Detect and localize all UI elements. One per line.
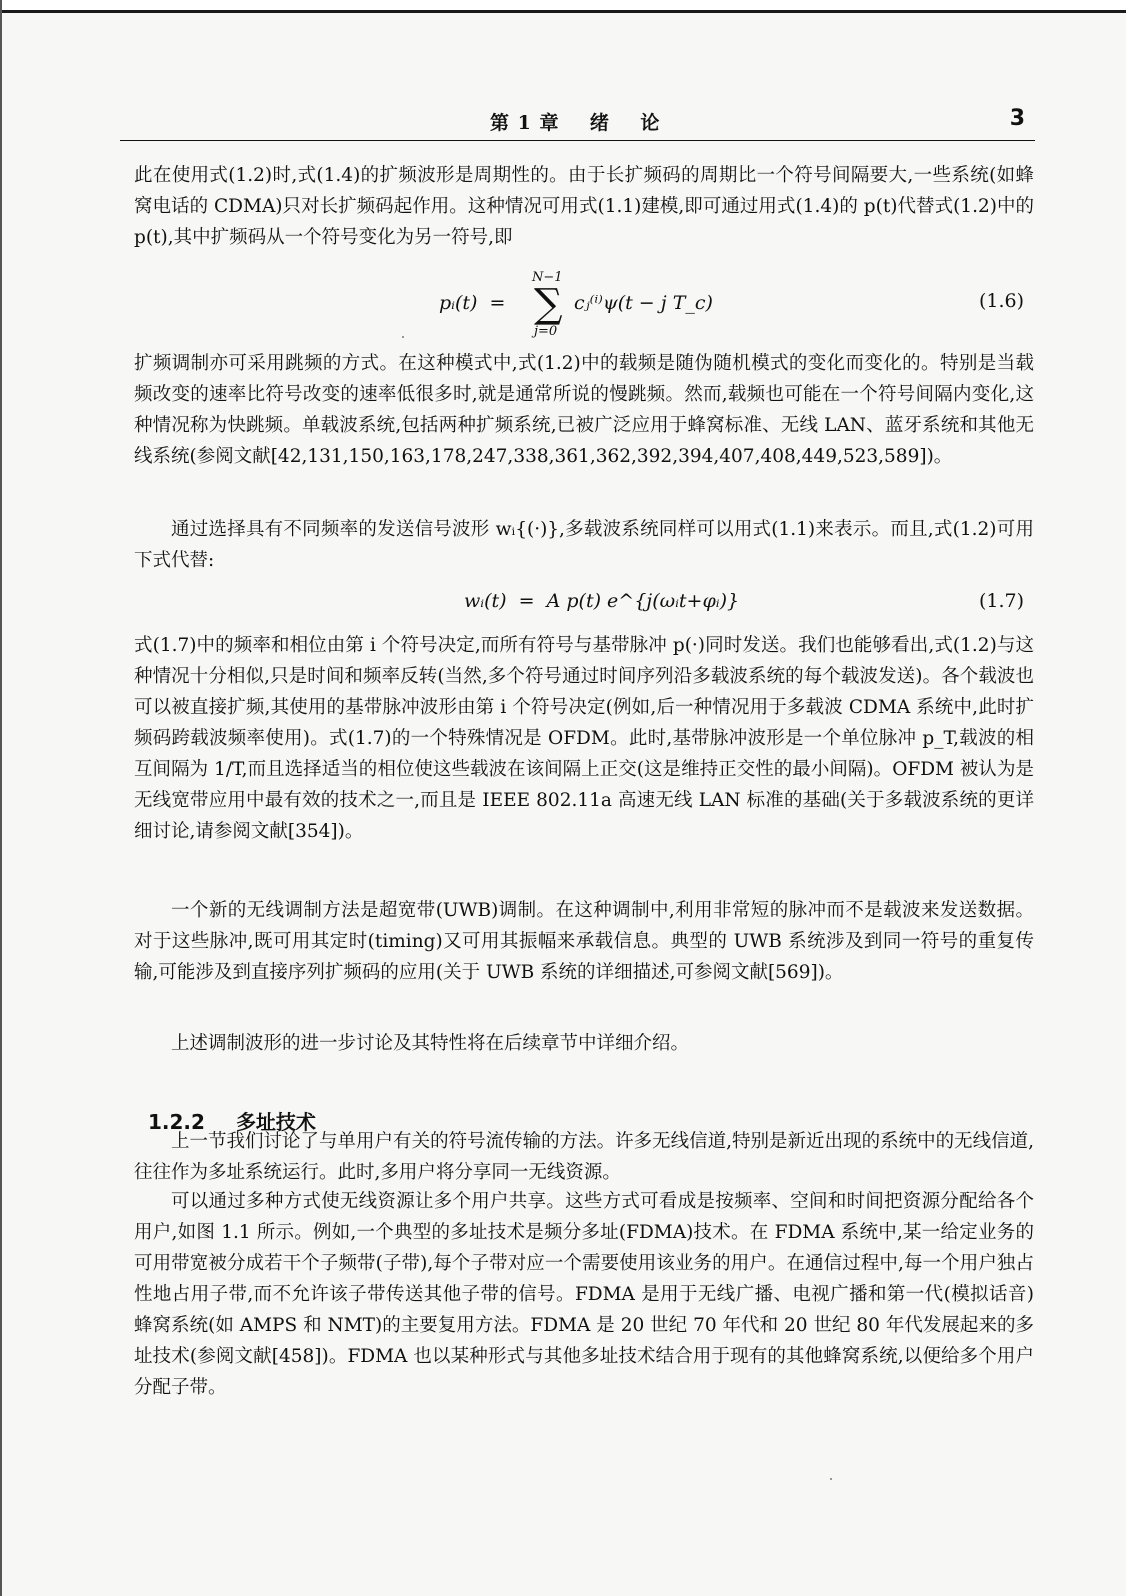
scan-speck xyxy=(402,336,404,338)
eq16-sum: ∑ xyxy=(534,281,563,327)
paragraph-6: 上述调制波形的进一步讨论及其特性将在后续章节中详细介绍。 xyxy=(171,1033,690,1054)
eq17-number: (1.7) xyxy=(978,590,1024,612)
eq17-expr: wᵢ(t) = A p(t) e^{j(ωᵢt+φᵢ)} xyxy=(464,590,740,612)
paragraph-3: 通过选择具有不同频率的发送信号波形 wᵢ{(·)},多载波系统同样可以用式(1.1)来表示。而且,式(1.2)可用下式代替: xyxy=(134,519,1034,571)
chapter-title: 第 1 章 绪 论 xyxy=(490,112,661,134)
paragraph-8: 可以通过多种方式使无线资源让多个用户共享。这些方式可看成是按频率、空间和时间把资源分配给各个用户,如图 1.1 所示。例如,一个典型的多址技术是频分多址(FDMA)技术。在 FDMA 系统中,某一给定业务的可用带宽被分成若干个子频带(子带),每个子带对应一个需要使用该业务的用户。在通信过程中,每一个用户独占性地占用子带,而不允许该子带传送其他子带的信号。FDMA 是用于无线广播、电视广播和第一代(模拟话音)蜂窝系统(如 AMPS 和 NMT)的主要复用方法。FDMA 是 20 世纪 70 年代和 20 世纪 80 年代发展起来的多址技术(参阅文献[458])。FDMA 也以某种形式与其他多址技术结合用于现有的其他蜂窝系统,以便给多个用户分配子带。 xyxy=(134,1191,1034,1398)
running-header xyxy=(120,108,1035,141)
equation-1-6 xyxy=(134,270,1034,339)
paragraph-2: 扩频调制亦可采用跳频的方式。在这种模式中,式(1.2)中的载频是随伪随机模式的变化而变化的。特别是当载频改变的速率比符号改变的速率低很多时,就是通常所说的慢跳频。然而,载频也可能在一个符号间隔内变化,这种情况称为快跳频。单载波系统,包括两种扩频系统,已被广泛应用于蜂窝标准、无线 LAN、蓝牙系统和其他无线系统(参阅文献[42,131,150,163,178,247,338,361,362,392,394,407,408,449,523,589])。 xyxy=(134,353,1034,467)
eq16-lower-limit: j=0 xyxy=(534,324,558,339)
page-number: 3 xyxy=(1009,106,1025,131)
section-number: 1.2.2 xyxy=(147,1110,205,1134)
equation-1-7 xyxy=(134,590,1034,630)
paragraph-4: 式(1.7)中的频率和相位由第 i 个符号决定,而所有符号与基带脉冲 p(·)同时发送。我们也能够看出,式(1.2)与这种情况十分相似,只是时间和频率反转(当然,多个符号通过时间序列沿多载波系统的每个载波发送)。各个载波也可以被直接扩频,其使用的基带脉冲波形由第 i 个符号决定(例如,后一种情况用于多载波 CDMA 系统中,此时扩频码跨载波频率使用)。式(1.7)的一个特殊情况是 OFDM。此时,基带脉冲波形是一个单位脉冲 p_T,载波的相互间隔为 1/T,而且选择适当的相位使这些载波在该间隔上正交(这是维持正交性的最小间隔)。OFDM 被认为是无线宽带应用中最有效的技术之一,而且是 IEEE 802.11a 高速无线 LAN 标准的基础(关于多载波系统的更详细讨论,请参阅文献[354])。 xyxy=(134,635,1034,842)
eq16-lhs: pᵢ(t) = xyxy=(439,292,506,314)
scan-top-edge xyxy=(0,0,1126,13)
eq16-upper-limit: N−1 xyxy=(532,270,563,285)
eq16-number: (1.6) xyxy=(978,290,1024,312)
scan-speck xyxy=(830,1478,832,1480)
paragraph-1: 此在使用式(1.2)时,式(1.4)的扩频波形是周期性的。由于长扩频码的周期比一个符号间隔要大,一些系统(如蜂窝电话的 CDMA)只对长扩频码起作用。这种情况可用式(1.1)建模,即可通过用式(1.4)的 p(t)代替式(1.2)中的 p(t),其中扩频码从一个符号变化为另一符号,即 xyxy=(134,165,1034,248)
scan-left-edge xyxy=(0,0,2,1596)
paragraph-5: 一个新的无线调制方法是超宽带(UWB)调制。在这种调制中,利用非常短的脉冲而不是载波来发送数据。对于这些脉冲,既可用其定时(timing)又可用其振幅来承载信息。典型的 UWB 系统涉及到同一符号的重复传输,可能涉及到直接序列扩频码的应用(关于 UWB 系统的详细描述,可参阅文献[569])。 xyxy=(134,900,1034,983)
eq16-rhs: cⱼ⁽ⁱ⁾ψ(t − j T_c) xyxy=(574,292,713,314)
paragraph-7: 上一节我们讨论了与单用户有关的符号流传输的方法。许多无线信道,特别是新近出现的系统中的无线信道,往往作为多址系统运行。此时,多用户将分享同一无线资源。 xyxy=(134,1131,1034,1183)
section-title: 多址技术 xyxy=(235,1110,316,1134)
